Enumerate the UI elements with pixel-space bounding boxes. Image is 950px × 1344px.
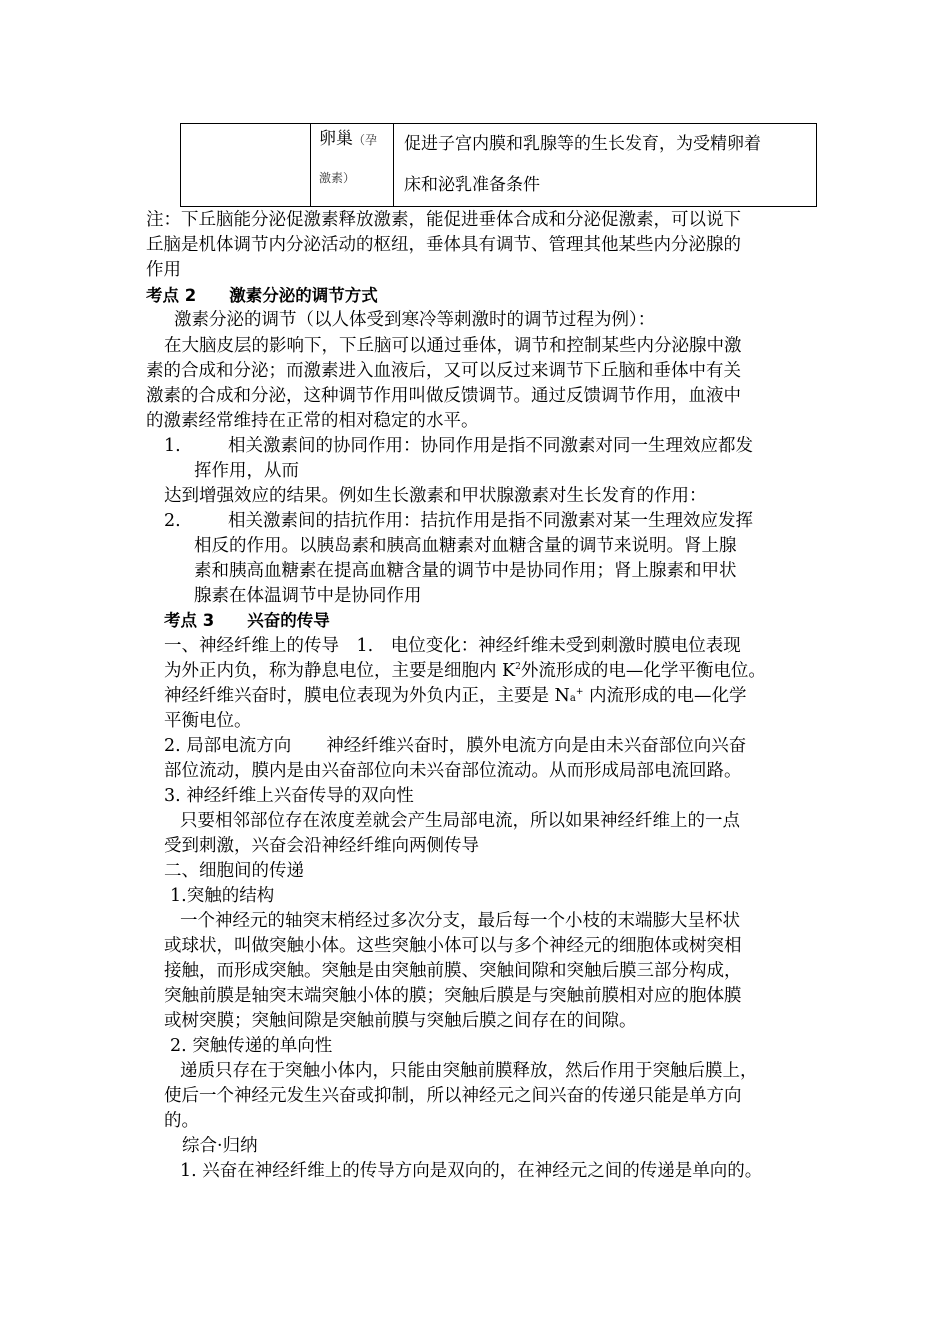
paragraph-line: 使后一个神经元发生兴奋或抑制，所以神经元之间兴奋的传递只能是单方向 [164, 1086, 742, 1106]
table-cell-organ [311, 124, 394, 207]
paragraph-line: 的。 [164, 1111, 199, 1131]
note-line: 作用 [146, 260, 181, 280]
organ-name: 卵巢 [319, 129, 353, 149]
superscript: + [575, 687, 584, 697]
subsection-title: 3. 神经纤维上兴奋传导的双向性 [164, 786, 414, 806]
section-heading-kd3: 考点 3 兴奋的传导 [164, 611, 330, 630]
paragraph-line: 部位流动，膜内是由兴奋部位向未兴奋部位流动。从而形成局部电流回路。 [164, 761, 742, 781]
subsection-title: 二、细胞间的传递 [164, 861, 304, 881]
subsection-title: 2. 突触传递的单向性 [170, 1036, 333, 1056]
subscript: a [569, 693, 576, 704]
list-item-line: 达到增强效应的结果。例如生长激素和甲状腺激素对生长发育的作用： [164, 486, 707, 506]
table-row [181, 124, 817, 207]
paragraph-line: 接触，而形成突触。突触是由突触前膜、突触间隙和突触后膜三部分构成， [164, 961, 742, 981]
paragraph-line: 素的合成和分泌；而激素进入血液后，又可以反过来调节下丘脑和垂体中有关 [146, 361, 741, 381]
paragraph-line: 只要相邻部位存在浓度差就会产生局部电流，所以如果神经纤维上的一点 [180, 811, 740, 831]
paragraph-line: 一个神经元的轴突末梢经过多次分支，最后每一个小枝的末端膨大呈杯状 [180, 911, 740, 931]
list-item-line: 腺素在体温调节中是协同作用 [194, 586, 422, 606]
list-item-line: 相反的作用。以胰岛素和胰高血糖素对血糖含量的调节来说明。肾上腺 [194, 536, 737, 556]
hormone-table [180, 123, 817, 207]
paragraph-line: 激素的合成和分泌，这种调节作用叫做反馈调节。通过反馈调节作用，血液中 [146, 386, 741, 406]
function-line-2: 床和泌乳准备条件 [404, 175, 540, 195]
paragraph-line: 或球状，叫做突触小体。这些突触小体可以与多个神经元的细胞体或树突相 [164, 936, 742, 956]
paragraph-line: 突触前膜是轴突末端突触小体的膜；突触后膜是与突触前膜相对应的胞体膜 [164, 986, 742, 1006]
list-number: 1. [164, 436, 181, 456]
list-item-line: 相关激素间的协同作用：协同作用是指不同激素对同一生理效应都发 [228, 436, 753, 456]
paragraph-line: 或树突膜；突触间隙是突触前膜与突触后膜之间存在的间隙。 [164, 1011, 637, 1031]
paragraph-line: 2. 局部电流方向 神经纤维兴奋时，膜外电流方向是由未兴奋部位向兴奋 [164, 736, 747, 756]
paragraph-line: 在大脑皮层的影响下，下丘脑可以通过垂体，调节和控制某些内分泌腺中激 [164, 336, 742, 356]
superscript: 2 [515, 662, 521, 672]
note-line: 丘脑是机体调节内分泌活动的枢纽，垂体具有调节、管理其他某些内分泌腺的 [146, 235, 741, 255]
organ-hormone-open: （孕 [353, 133, 378, 147]
paragraph-line: 递质只存在于突触小体内，只能由突触前膜释放，然后作用于突触后膜上， [180, 1061, 758, 1081]
list-item-line: 素和胰高血糖素在提高血糖含量的调节中是协同作用；肾上腺素和甲状 [194, 561, 737, 581]
paragraph-line: 激素分泌的调节（以人体受到寒冷等刺激时的调节过程为例）： [174, 310, 656, 330]
table-cell-empty [181, 124, 311, 207]
note-line: 注：下丘脑能分泌促激素释放激素，能促进垂体合成和分泌促激素，可以说下 [146, 210, 741, 230]
summary-line: 1. 兴奋在神经纤维上的传导方向是双向的，在神经元之间的传递是单向的。 [180, 1161, 763, 1181]
list-number: 2. [164, 511, 181, 531]
paragraph-line: 一、神经纤维上的传导 1. 电位变化：神经纤维未受到刺激时膜电位表现 [164, 636, 741, 656]
paragraph-line: 神经纤维兴奋时，膜电位表现为外负内正，主要是 Na+ 内流形成的电—化学 [164, 686, 747, 706]
paragraph-line: 受到刺激，兴奋会沿神经纤维向两侧传导 [164, 836, 479, 856]
section-heading-kd2: 考点 2 激素分泌的调节方式 [146, 286, 378, 305]
organ-hormone-close: 激素） [319, 171, 356, 185]
list-item-line: 挥作用，从而 [194, 461, 299, 481]
list-item-line: 相关激素间的拮抗作用：拮抗作用是指不同激素对某一生理效应发挥 [228, 511, 753, 531]
paragraph-line: 的激素经常维持在正常的相对稳定的水平。 [146, 411, 479, 431]
paragraph-line: 为外正内负，称为静息电位，主要是细胞内 $K^2$外流形成的电—化学平衡电位。 [164, 661, 766, 681]
subsection-title: 1.突触的结构 [170, 886, 275, 906]
table-cell-function [394, 124, 817, 207]
function-line-1: 促进子宫内膜和乳腺等的生长发育，为受精卵着 [404, 134, 761, 154]
summary-title: 综合·归纳 [182, 1136, 258, 1156]
paragraph-line: 平衡电位。 [164, 711, 252, 731]
